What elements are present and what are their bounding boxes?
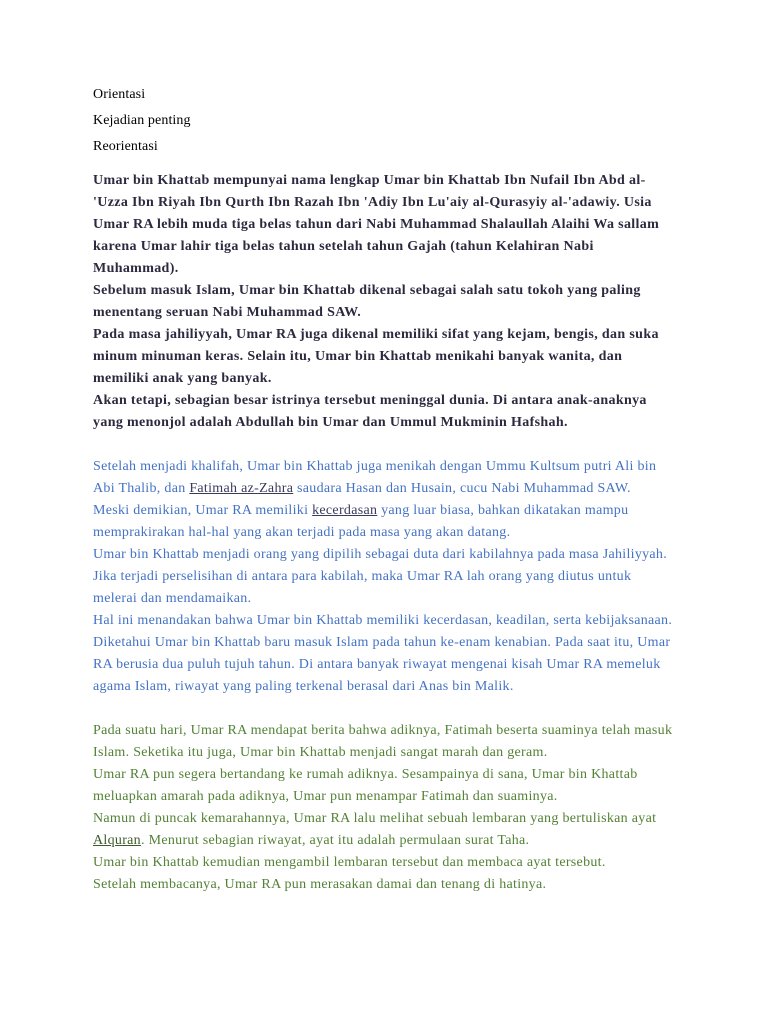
blue-p1-text-after: saudara Hasan dan Husain, cucu Nabi Muhammad SAW. xyxy=(293,481,631,496)
fatimah-az-zahra-link[interactable]: Fatimah az-Zahra xyxy=(189,481,294,496)
label-kejadian-penting: Kejadian penting xyxy=(93,113,191,128)
blue-p2-text-after: yang luar biasa, bahkan dikatakan mampu memprakirakan hal-hal yang akan terjadi pada masa yang akan datang. xyxy=(93,503,629,540)
document-page xyxy=(93,86,673,896)
bold-paragraph-2: Sebelum masuk Islam, Umar bin Khattab dikenal sebagai salah satu tokoh yang paling menentang seruan Nabi Muhammad SAW. xyxy=(93,283,641,320)
green-paragraph-2: Umar RA pun segera bertandang ke rumah adiknya. Sesampainya di sana, Umar bin Khattab meluapkan amarah pada adiknya, Umar pun menampar Fatimah dan suaminya. xyxy=(93,767,638,804)
orientation-section xyxy=(93,170,673,434)
green-paragraph-1: Pada suatu hari, Umar RA mendapat berita bahwa adiknya, Fatimah beserta suaminya telah masuk Islam. Seketika itu juga, Umar bin Khattab menjadi sangat marah dan geram. xyxy=(93,723,673,760)
blue-paragraph-2 xyxy=(93,500,673,544)
bold-paragraph-1: Umar bin Khattab mempunyai nama lengkap Umar bin Khattab Ibn Nufail Ibn Abd al-'Uzza Ibn Riyah Ibn Qurth Ibn Razah Ibn 'Adiy Ibn Lu'aiy al-Qurasyiy al-'adawiy. Usia Umar RA lebih muda tiga belas tahun dari Nabi Muhammad Shalaullah Alaihi Wa sallam karena Umar lahir tiga belas tahun setelah tahun Gajah (tahun Kelahiran Nabi Muhammad). xyxy=(93,173,660,276)
blue-paragraph-5: Diketahui Umar bin Khattab baru masuk Islam pada tahun ke-enam kenabian. Pada saat itu, Umar RA berusia dua puluh tujuh tahun. Di antara banyak riwayat mengenai kisah Umar RA memeluk agama Islam, riwayat yang paling terkenal berasal dari Anas bin Malik. xyxy=(93,635,671,694)
green-paragraph-5: Setelah membacanya, Umar RA pun merasakan damai dan tenang di hatinya. xyxy=(93,877,547,892)
blue-p1-text-before: Setelah menjadi khalifah, Umar bin Khattab juga menikah dengan Ummu Kultsum putri Ali bin Abi Thalib, dan xyxy=(93,459,657,496)
structure-labels xyxy=(93,86,673,156)
blue-paragraph-1 xyxy=(93,456,673,500)
blue-paragraph-4: Hal ini menandakan bahwa Umar bin Khattab memiliki kecerdasan, keadilan, serta kebijaksanaan. xyxy=(93,613,673,628)
reorientation-section xyxy=(93,720,673,896)
label-reorientasi: Reorientasi xyxy=(93,139,158,154)
label-orientasi: Orientasi xyxy=(93,87,146,102)
green-p3-text-before: Namun di puncak kemarahannya, Umar RA lalu melihat sebuah lembaran yang bertuliskan ayat xyxy=(93,811,657,826)
bold-paragraph-4: Akan tetapi, sebagian besar istrinya tersebut meninggal dunia. Di antara anak-anaknya yang menonjol adalah Abdullah bin Umar dan Ummul Mukminin Hafshah. xyxy=(93,393,647,430)
blue-p2-text-before: Meski demikian, Umar RA memiliki xyxy=(93,503,313,518)
green-p3-text-after: . Menurut sebagian riwayat, ayat itu adalah permulaan surat Taha. xyxy=(140,833,530,848)
kecerdasan-link[interactable]: kecerdasan xyxy=(312,503,378,518)
green-paragraph-3 xyxy=(93,808,673,852)
bold-paragraph-3: Pada masa jahiliyyah, Umar RA juga dikenal memiliki sifat yang kejam, bengis, dan suka minum minuman keras. Selain itu, Umar bin Khattab menikahi banyak wanita, dan memiliki anak yang banyak. xyxy=(93,327,659,386)
alquran-link[interactable]: Alquran xyxy=(93,833,141,848)
blue-paragraph-3: Umar bin Khattab menjadi orang yang dipilih sebagai duta dari kabilahnya pada masa Jahiliyyah. Jika terjadi perselisihan di antara para kabilah, maka Umar RA lah orang yang diutus untuk melerai dan mendamaikan. xyxy=(93,547,668,606)
green-paragraph-4: Umar bin Khattab kemudian mengambil lembaran tersebut dan membaca ayat tersebut. xyxy=(93,855,606,870)
events-section xyxy=(93,456,673,698)
